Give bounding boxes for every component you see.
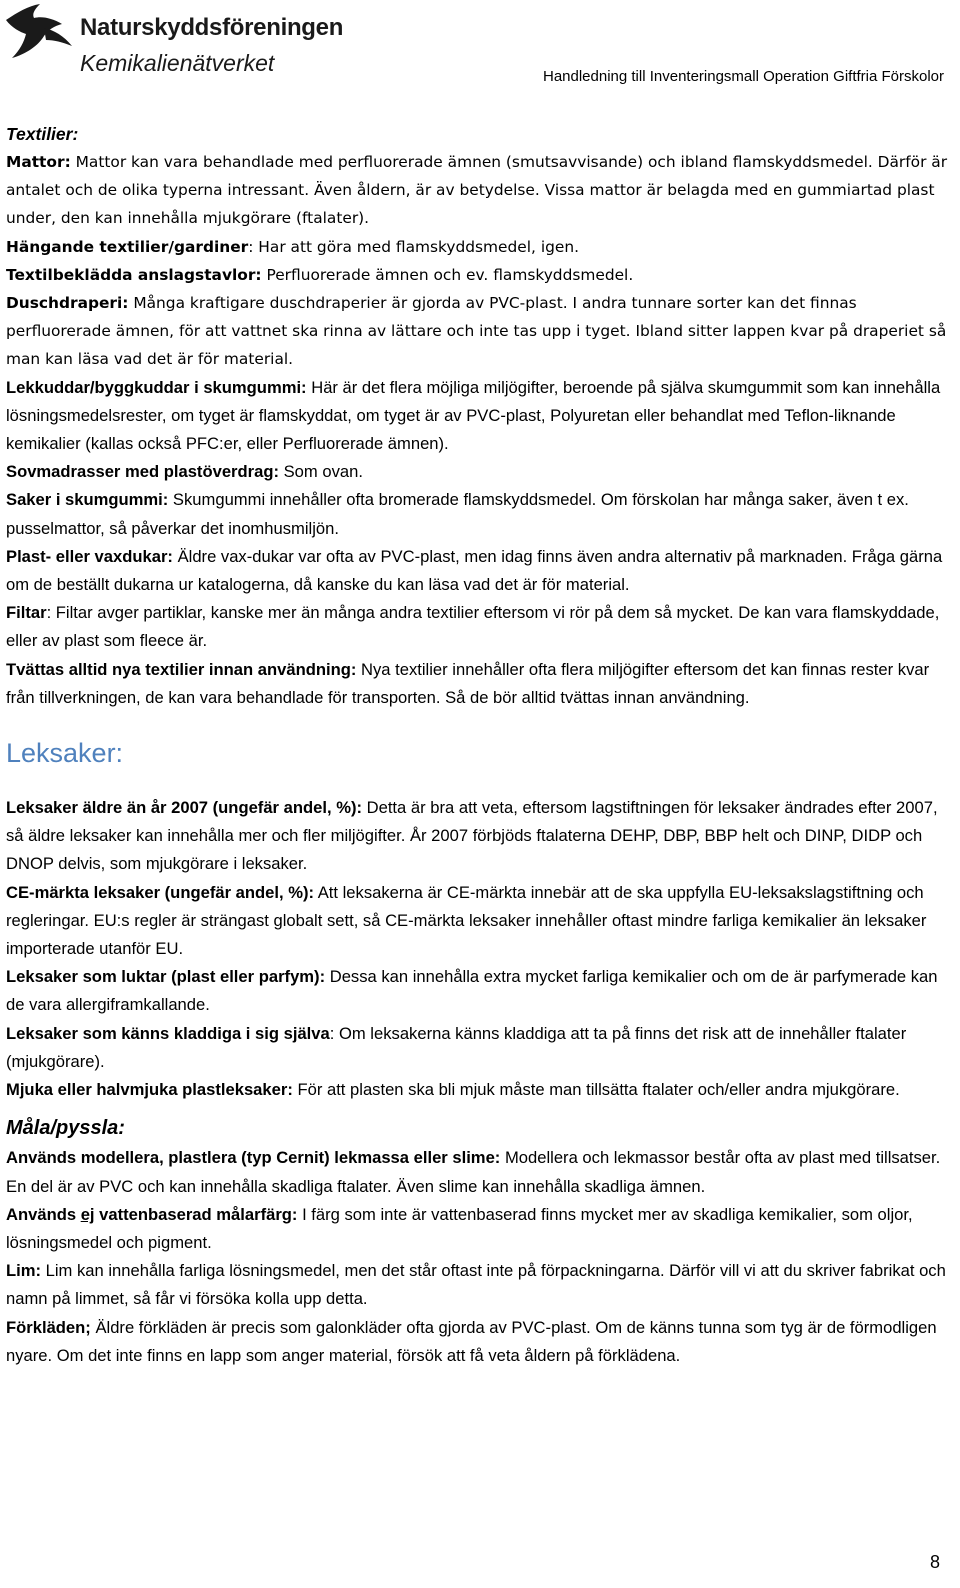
- term-label: Duschdraperi:: [6, 294, 129, 313]
- term-text: : Filtar avger partiklar, kanske mer än många andra textilier eftersom vi rör på dem så mycket. De kan vara flamskyddade, eller av plast som fleece är.: [6, 603, 940, 651]
- term-label: Lekkuddar/byggkuddar i skumgummi:: [6, 377, 307, 397]
- term-text: I färg som inte är vattenbaserad finns mycket mer av skadliga kemikalier, som oljor, lösningsmedel och pigment.: [6, 1204, 913, 1252]
- term-text: Modellera och lekmassor består ofta av plast med tillsatser. En del är av PVC och kan innehålla skadliga ftalater. Även slime kan innehålla skadliga ämnen.: [6, 1148, 941, 1196]
- bird-logo-icon: [4, 2, 74, 60]
- paragraph-ce-markta: [6, 879, 950, 964]
- term-label: Leksaker äldre än år 2007 (ungefär andel, %):: [6, 798, 362, 818]
- term-label: [6, 1205, 297, 1224]
- term-text: Mattor kan vara behandlade med perfluorerade ämnen (smutsavvisande) och ibland flamskyddsmedel. Därför är antalet och de olika typerna intressant. Även åldern, är av betydelse. Vissa mattor är belagda med en gummiartad plast under, den kan innehålla mjukgörare (ftalater).: [6, 153, 948, 228]
- section-title-leksaker: Leksaker:: [6, 738, 124, 769]
- page-number: 8: [929, 1552, 940, 1572]
- term-text: Många kraftigare duschdraperier är gjorda av PVC-plast. I andra tunnare sorter kan det finnas perfluorerade ämnen, för att vattnet ska rinna av lättare och inte tas upp i tyget. Ibland sitter lappen kvar på draperiet så man kan läsa vad det är för material.: [6, 294, 947, 369]
- term-label: Filtar: [6, 603, 47, 623]
- paragraph-anslagstavlor: [6, 261, 950, 289]
- term-label-part: Används: [6, 1204, 81, 1224]
- paragraph-gardiner: [6, 233, 950, 261]
- paragraph-kladdiga: [6, 1020, 950, 1076]
- term-text: Här är det flera möjliga miljögifter, beroende på själva skumgummit som kan innehålla lösningsmedelsrester, om tyget är flamskyddat, om tyget är av PVC-plast, Polyuretan eller behandlat med Teflon-liknande kemikalier (kallas också PFC:er, eller Perfluorerade ämnen).: [6, 377, 941, 454]
- term-text: Nya textilier innehåller ofta flera miljögifter eftersom det kan finnas rester kvar från tillverkningen, de kan vara behandlade för transporten. Så de bör alltid tvättas innan användning.: [6, 659, 930, 707]
- term-text: Skumgummi innehåller ofta bromerade flamskyddsmedel. Om förskolan har många saker, även t ex. pusselmattor, så påverkar det inomhusmiljön.: [6, 490, 909, 538]
- term-text: Äldre vax-dukar var ofta av PVC-plast, men idag finns även andra alternativ på marknaden. Fråga gärna om de beställt dukarna ur katalogerna, då kanske du kan läsa vad det är för material.: [6, 546, 943, 595]
- term-label: Förkläden;: [6, 1317, 91, 1337]
- term-label: Hängande textilier/gardiner: [6, 237, 249, 256]
- term-text: : Har att göra med flamskyddsmedel, igen.: [248, 237, 579, 256]
- paragraph-lekkuddar: [6, 374, 950, 459]
- term-label-part: vattenbaserad målarfärg:: [94, 1204, 298, 1224]
- brand-name: Naturskyddsföreningen: [80, 14, 344, 41]
- paragraph-mattor: [6, 148, 950, 233]
- term-text: För att plasten ska bli mjuk måste man tillsätta ftalater och/eller andra mjukgörare.: [292, 1080, 900, 1100]
- term-text: Perfluorerade ämnen och ev. flamskyddsmedel.: [261, 265, 634, 284]
- term-label: Mjuka eller halvmjuka plastleksaker:: [6, 1080, 293, 1100]
- term-label: Sovmadrasser med plastöverdrag:: [6, 462, 279, 482]
- term-text: Som ovan.: [279, 462, 363, 482]
- term-text: Att leksakerna är CE-märkta innebär att de ska uppfylla EU-leksakslagstiftning och regleringar. EU:s regler är strängast globalt sett, så CE-märkta leksaker innehåller oftast mindre farliga kemikalier än leksaker importerade utanför EU.: [6, 882, 927, 959]
- term-label: Textilbeklädda anslagstavlor:: [6, 265, 262, 284]
- term-label: Leksaker som luktar (plast eller parfym):: [6, 967, 326, 987]
- term-label: Saker i skumgummi:: [6, 490, 169, 510]
- paragraph-mjuka: [6, 1076, 950, 1104]
- paragraph-modellera: [6, 1144, 950, 1200]
- paragraph-duschdraperi: [6, 289, 950, 374]
- section-title-textilier: Textilier:: [6, 124, 79, 144]
- term-label: Tvättas alltid nya textilier innan användning:: [6, 659, 357, 679]
- term-label: Leksaker som känns kladdiga i sig själva: [6, 1023, 330, 1043]
- paragraph-lim: [6, 1257, 950, 1313]
- term-text: Lim kan innehålla farliga lösningsmedel, men det står oftast inte på förpackningarna. Därför vill vi att du skriver fabrikat och namn på limmet, så får vi försöka kolla upp detta.: [6, 1261, 946, 1309]
- paragraph-sovmadrasser: [6, 458, 950, 486]
- term-label: Används modellera, plastlera (typ Cernit) lekmassa eller slime:: [6, 1148, 501, 1168]
- paragraph-filtar: [6, 599, 950, 655]
- paragraph-forkladen: [6, 1314, 950, 1370]
- term-label: Lim:: [6, 1261, 42, 1281]
- paragraph-leksaker-2007: [6, 794, 950, 879]
- section-title-mala: Måla/pyssla:: [6, 1117, 125, 1140]
- document-title: Handledning till Inventeringsmall Operation Giftfria Förskolor: [542, 68, 944, 85]
- paragraph-malarfarg: [6, 1201, 950, 1257]
- paragraph-luktar: [6, 963, 950, 1019]
- brand-subtitle: Kemikalienätverket: [80, 50, 275, 76]
- page-header: [0, 0, 960, 100]
- paragraph-tvattas: [6, 656, 950, 712]
- term-label-underlined: ej: [80, 1204, 95, 1224]
- term-label: Mattor:: [6, 153, 71, 171]
- term-text: Dessa kan innehålla extra mycket farliga kemikalier och om de är parfymerade kan de vara allergiframkallande.: [6, 967, 938, 1015]
- term-text: Äldre förkläden är precis som galonkläder ofta gjorda av PVC-plast. Om de känns tunna som tyg är de förmodligen nyare. Om det inte finns en lapp som anger material, försök att få veta åldern på förklädena.: [6, 1317, 937, 1365]
- paragraph-vaxdukar: [6, 543, 950, 599]
- paragraph-skumgummi: [6, 486, 950, 542]
- page-content: [6, 120, 950, 1370]
- term-label: CE-märkta leksaker (ungefär andel, %):: [6, 882, 315, 902]
- term-text: : Om leksakerna känns kladdiga att ta på finns det risk att de innehåller ftalater (mjukgörare).: [6, 1023, 907, 1071]
- term-label: Plast- eller vaxdukar:: [6, 546, 173, 566]
- term-text: Detta är bra att veta, eftersom lagstiftningen för leksaker ändrades efter 2007, så äldre leksaker kan innehålla mer och fler miljögifter. År 2007 förbjöds ftalaterna DEHP, DBP, BBP helt och DINP, DIDP och DNOP delvis, som mjukgörare i leksaker.: [6, 798, 938, 874]
